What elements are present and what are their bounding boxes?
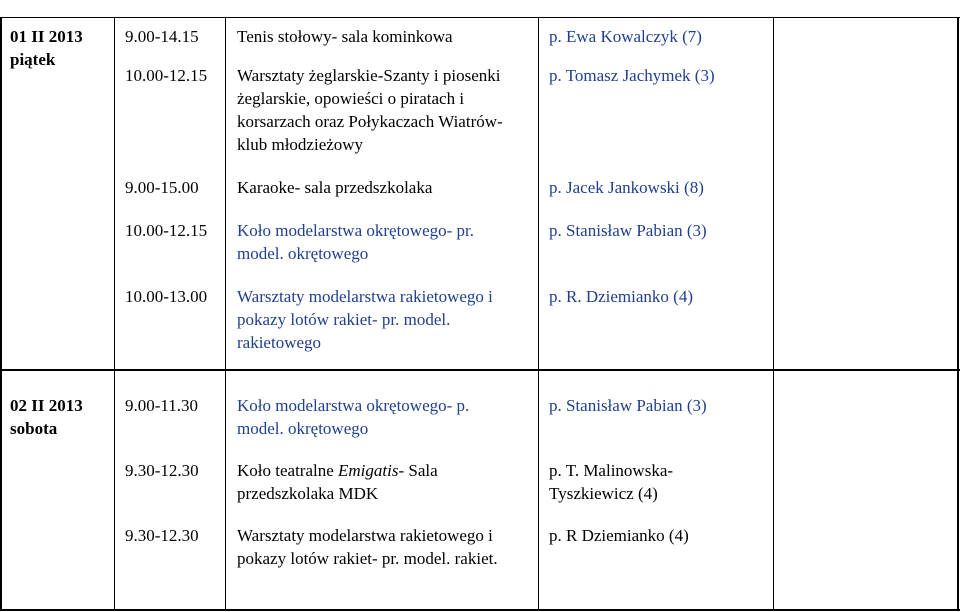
day2-row2-activity-group-name: Emigatis — [338, 461, 399, 480]
day1-row5-activity-line1: Warsztaty modelarstwa rakietowego i — [237, 287, 493, 306]
day1-row1-time: 9.00-14.15 — [125, 27, 199, 46]
day1-weekday: piątek — [10, 50, 56, 69]
table-divider-days — [0, 369, 960, 371]
day2-row1-time: 9.00-11.30 — [125, 396, 199, 415]
day1-row4-activity-line2: model. okrętowego — [237, 244, 369, 263]
day1-row1-leader: p. Ewa Kowalczyk (7) — [549, 27, 702, 46]
day2-row1-activity-line1: Koło modelarstwa okrętowego- p. — [237, 396, 470, 415]
day1-row5-time: 10.00-13.00 — [125, 287, 208, 306]
day1-row2-activity-line4: klub młodzieżowy — [237, 135, 364, 154]
day1-row4-activity-line1: Koło modelarstwa okrętowego- pr. — [237, 221, 474, 240]
day2-row2-activity-line2: przedszkolaka MDK — [237, 484, 379, 503]
day2-weekday: sobota — [10, 419, 58, 438]
col-divider-2 — [225, 17, 226, 611]
day1-row5-leader: p. R. Dziemianko (4) — [549, 287, 693, 306]
day1-row1-activity: Tenis stołowy- sala kominkowa — [237, 27, 453, 46]
col-divider-4 — [773, 17, 774, 611]
table-border-top — [0, 17, 960, 18]
day2-row2-activity-line1 — [237, 459, 438, 482]
day1-row5-activity-line2: pokazy lotów rakiet- pr. model. — [237, 310, 451, 329]
day1-row2-activity-line1: Warsztaty żeglarskie-Szanty i piosenki — [237, 66, 501, 85]
day2-row3-time: 9.30-12.30 — [125, 526, 199, 545]
day2-row3-activity-line1: Warsztaty modelarstwa rakietowego i — [237, 526, 493, 545]
col-divider-1 — [114, 17, 115, 611]
day1-row4-leader: p. Stanisław Pabian (3) — [549, 221, 707, 240]
table-border-bottom — [0, 609, 960, 611]
day1-date: 01 II 2013 — [10, 27, 83, 46]
day2-row2-activity-suffix: - Sala — [398, 461, 438, 480]
day2-row2-activity-prefix: Koło teatralne — [237, 461, 339, 480]
table-border-left — [0, 17, 2, 611]
day2-row2-leader-line2: Tyszkiewicz (4) — [549, 484, 658, 503]
day1-row2-activity-line3: korsarzach oraz Połykaczach Wiatrów- — [237, 112, 503, 131]
day1-row2-activity-line2: żeglarskie, opowieści o piratach i — [237, 89, 465, 108]
day2-row2-leader-line1: p. T. Malinowska- — [549, 461, 674, 480]
table-border-right — [957, 17, 959, 611]
day1-row3-activity: Karaoke- sala przedszkolaka — [237, 178, 433, 197]
day2-row1-leader: p. Stanisław Pabian (3) — [549, 396, 707, 415]
day2-row2-time: 9.30-12.30 — [125, 461, 199, 480]
day1-row5-activity-line3: rakietowego — [237, 333, 322, 352]
day2-row3-activity-line2: pokazy lotów rakiet- pr. model. rakiet. — [237, 549, 498, 568]
day2-date: 02 II 2013 — [10, 396, 83, 415]
day1-row4-time: 10.00-12.15 — [125, 221, 208, 240]
day1-row2-leader: p. Tomasz Jachymek (3) — [549, 66, 715, 85]
day1-row2-time: 10.00-12.15 — [125, 66, 208, 85]
day2-row1-activity-line2: model. okrętowego — [237, 419, 369, 438]
day1-row3-time: 9.00-15.00 — [125, 178, 199, 197]
day1-row3-leader: p. Jacek Jankowski (8) — [549, 178, 704, 197]
col-divider-3 — [538, 17, 539, 611]
day2-row3-leader: p. R Dziemianko (4) — [549, 526, 689, 545]
